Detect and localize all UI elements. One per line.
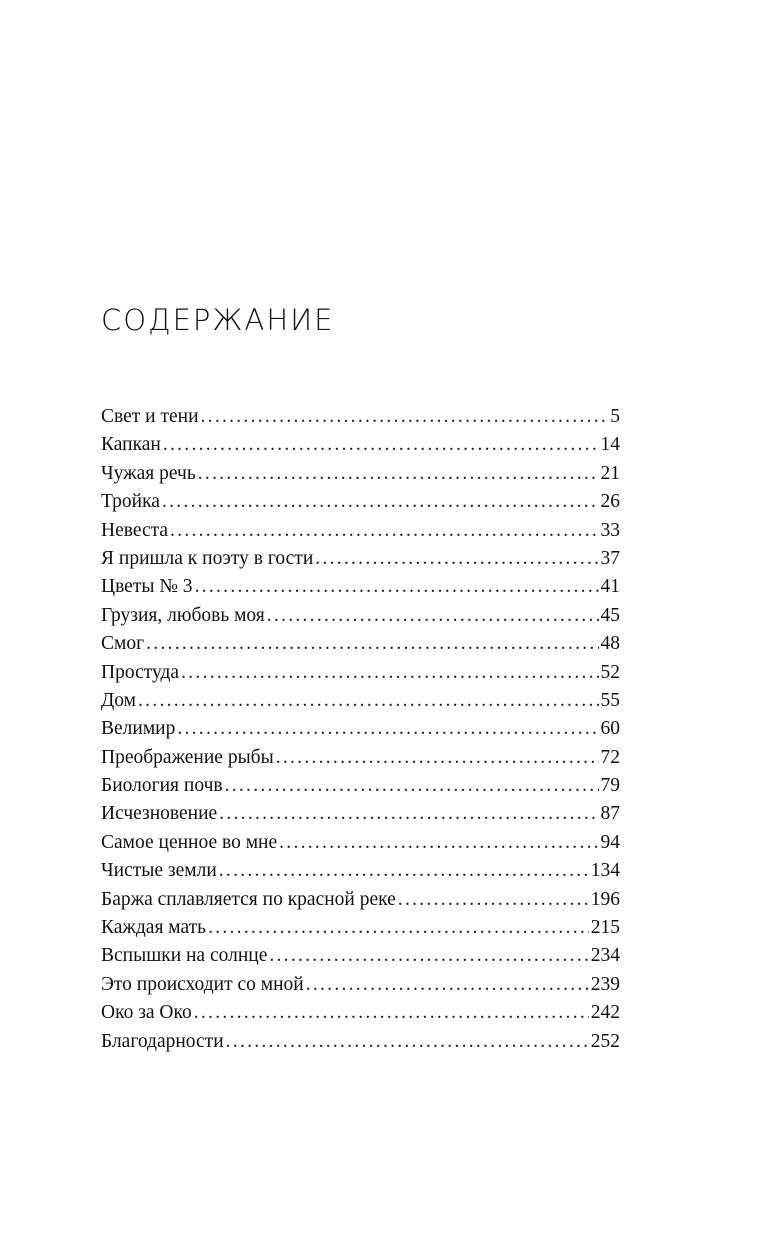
toc-page-number: 234 [590, 945, 620, 967]
toc-entry-title: Свет и тени [101, 406, 199, 427]
toc-page-number: 14 [600, 434, 620, 456]
dot-leader [194, 999, 589, 1027]
toc-page-number: 134 [590, 860, 620, 882]
toc-page-number: 242 [590, 1002, 620, 1024]
dot-leader [201, 403, 609, 431]
toc-entry[interactable] [101, 659, 620, 687]
dot-leader [225, 772, 599, 800]
toc-entry-title: Око за Око [101, 1002, 192, 1024]
dot-leader [398, 886, 589, 914]
dot-leader [219, 857, 589, 885]
toc-entry[interactable] [101, 715, 620, 743]
toc-page-number: 48 [600, 633, 620, 655]
toc-entry-title: Вспышки на солнце [101, 945, 268, 967]
toc-entry[interactable] [101, 772, 620, 800]
dot-leader [181, 659, 598, 687]
toc-entry[interactable] [101, 1028, 620, 1056]
toc-entry[interactable] [101, 630, 620, 658]
toc-entry-title: Исчезновение [101, 803, 218, 825]
toc-page-number: 41 [600, 576, 620, 598]
toc-entry[interactable] [101, 857, 620, 885]
toc-entry[interactable] [101, 942, 620, 970]
toc-page-number: 252 [590, 1030, 620, 1052]
dot-leader [279, 829, 598, 857]
toc-entry[interactable] [101, 431, 620, 459]
dot-leader [146, 630, 598, 658]
toc-entry-title: Велимир [101, 718, 176, 740]
toc-entry[interactable] [101, 829, 620, 857]
dot-leader [177, 715, 598, 743]
toc-entry-title: Простуда [101, 661, 180, 683]
toc-entry-title: Дом [101, 689, 137, 711]
toc-page-number: 55 [600, 689, 620, 711]
toc-page-number: 87 [600, 803, 620, 825]
toc-entry[interactable] [101, 488, 620, 516]
toc-page-number: 45 [600, 604, 620, 626]
dot-leader [170, 517, 598, 545]
dot-leader [276, 744, 599, 772]
toc-entry-title: Чистые земли [101, 860, 217, 882]
dot-leader [163, 431, 599, 459]
toc-entry[interactable] [101, 999, 620, 1027]
page-title: СОДЕРЖАНИЕ [101, 303, 335, 337]
toc-page-number: 5 [610, 406, 620, 427]
table-of-contents [101, 403, 620, 1056]
toc-entry[interactable] [101, 460, 620, 488]
toc-entry[interactable] [101, 573, 620, 601]
toc-entry[interactable] [101, 687, 620, 715]
toc-entry[interactable] [101, 602, 620, 630]
toc-page-number: 52 [600, 661, 620, 683]
toc-entry-title: Я пришла к поэту в гости [101, 547, 314, 569]
toc-entry-title: Невеста [101, 519, 169, 541]
toc-entry-title: Биология почв [101, 775, 223, 797]
toc-entry[interactable] [101, 403, 620, 431]
dot-leader [219, 800, 598, 828]
toc-entry-title: Цветы № 3 [101, 576, 193, 598]
toc-entry-title: Преображение рыбы [101, 746, 274, 768]
toc-entry-title: Чужая речь [101, 462, 196, 484]
toc-page-number: 79 [600, 775, 620, 797]
dot-leader [195, 573, 599, 601]
toc-page-number: 239 [590, 973, 620, 995]
toc-page-number: 37 [600, 547, 620, 569]
dot-leader [198, 460, 599, 488]
toc-page-number: 26 [600, 491, 620, 513]
toc-entry-title: Каждая мать [101, 917, 207, 939]
toc-entry-title: Капкан [101, 434, 161, 456]
toc-page-number: 215 [590, 917, 620, 939]
toc-entry-title: Баржа сплавляется по красной реке [101, 888, 396, 910]
toc-page-number: 21 [600, 462, 620, 484]
dot-leader [208, 914, 589, 942]
toc-entry[interactable] [101, 517, 620, 545]
toc-page-number: 72 [600, 746, 620, 768]
toc-entry-title: Благодарности [101, 1030, 224, 1052]
toc-entry[interactable] [101, 971, 620, 999]
dot-leader [162, 488, 599, 516]
dot-leader [315, 545, 598, 573]
toc-page-number: 33 [600, 519, 620, 541]
toc-entry[interactable] [101, 800, 620, 828]
toc-entry-title: Грузия, любовь моя [101, 604, 265, 626]
dot-leader [269, 942, 588, 970]
toc-entry[interactable] [101, 744, 620, 772]
dot-leader [226, 1028, 589, 1056]
toc-entry[interactable] [101, 914, 620, 942]
toc-entry[interactable] [101, 886, 620, 914]
dot-leader [267, 602, 599, 630]
dot-leader [306, 971, 589, 999]
toc-entry-title: Это происходит со мной [101, 973, 304, 995]
toc-entry-title: Самое ценное во мне [101, 831, 278, 853]
toc-entry-title: Тройка [101, 491, 160, 513]
toc-page-number: 60 [600, 718, 620, 740]
dot-leader [138, 687, 598, 715]
toc-entry-title: Смог [101, 633, 145, 655]
toc-entry[interactable] [101, 545, 620, 573]
toc-page-number: 94 [600, 831, 620, 853]
toc-page-number: 196 [590, 888, 620, 910]
